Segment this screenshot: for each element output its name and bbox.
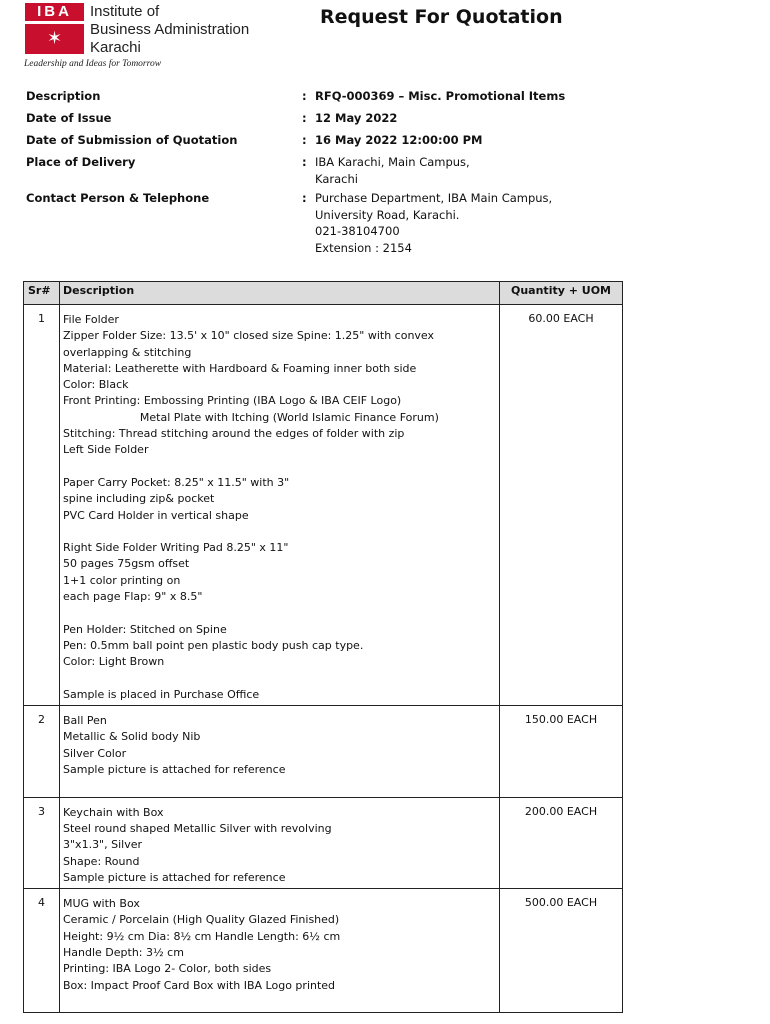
description-line: 50 pages 75gsm offset bbox=[63, 557, 190, 571]
description-line: Pen Holder: Stitched on Spine bbox=[63, 622, 227, 636]
place-of-delivery-label: Place of Delivery bbox=[26, 155, 136, 169]
description-line: Stitching: Thread stitching around the edges of folder with zip bbox=[63, 427, 405, 441]
description-line: Color: Light Brown bbox=[63, 655, 165, 669]
row-quantity: 150.00 EACH bbox=[500, 706, 623, 797]
place-of-delivery-value bbox=[315, 154, 470, 187]
description-line: Handle Depth: 3½ cm bbox=[63, 945, 184, 959]
row-description bbox=[60, 305, 500, 706]
description-line: Steel round shaped Metallic Silver with revolving bbox=[63, 821, 332, 835]
table-header-row bbox=[24, 282, 623, 305]
institute-line: Institute of bbox=[90, 3, 160, 20]
date-of-issue-label: Date of Issue bbox=[26, 111, 112, 125]
description-line: Color: Black bbox=[63, 378, 129, 392]
row-sr-number: 4 bbox=[24, 889, 60, 1013]
colon: : bbox=[302, 133, 307, 147]
description-line: Ceramic / Porcelain (High Quality Glazed Finished) bbox=[63, 913, 340, 927]
contact-phone: 021-38104700 bbox=[315, 224, 400, 238]
row-description bbox=[60, 797, 500, 888]
contact-line: University Road, Karachi. bbox=[315, 207, 460, 222]
contact-extension: Extension : 2154 bbox=[315, 240, 412, 255]
description-line: spine including zip& pocket bbox=[63, 492, 215, 506]
contact-value bbox=[315, 190, 552, 256]
description-line bbox=[63, 524, 496, 540]
description-label: Description bbox=[26, 89, 101, 103]
description-line: Height: 9½ cm Dia: 8½ cm Handle Length: 6½ cm bbox=[63, 929, 341, 943]
row-sr-number: 1 bbox=[24, 305, 60, 706]
description-line: Zipper Folder Size: 13.5' x 10" closed size Spine: 1.25" with convex bbox=[63, 329, 435, 343]
header-quantity: Quantity + UOM bbox=[500, 282, 623, 305]
header-sr: Sr# bbox=[24, 282, 60, 305]
description-line: MUG with Box bbox=[63, 897, 140, 911]
description-line: Paper Carry Pocket: 8.25" x 11.5" with 3" bbox=[63, 475, 290, 489]
description-line bbox=[63, 778, 496, 794]
table-row bbox=[24, 889, 623, 1013]
header-description: Description bbox=[60, 282, 500, 305]
description-line: Sample is placed in Purchase Office bbox=[63, 687, 260, 701]
row-description bbox=[60, 889, 500, 1013]
description-line bbox=[63, 671, 496, 687]
description-line bbox=[63, 605, 496, 621]
items-table bbox=[23, 281, 623, 1013]
description-line: Right Side Folder Writing Pad 8.25" x 11" bbox=[63, 541, 289, 555]
description-line: Ball Pen bbox=[63, 714, 107, 728]
institute-name bbox=[90, 3, 249, 57]
row-quantity: 200.00 EACH bbox=[500, 797, 623, 888]
description-line bbox=[63, 459, 496, 475]
colon: : bbox=[302, 155, 307, 169]
description-line: Keychain with Box bbox=[63, 805, 164, 819]
submission-date-label: Date of Submission of Quotation bbox=[26, 133, 238, 147]
description-line: Silver Color bbox=[63, 746, 127, 760]
contact-line: Purchase Department, IBA Main Campus, bbox=[315, 191, 553, 205]
description-line: Metallic & Solid body Nib bbox=[63, 730, 201, 744]
logo-tagline: Leadership and Ideas for Tomorrow bbox=[24, 59, 162, 69]
description-line: Left Side Folder bbox=[63, 443, 149, 457]
description-line: 3"x1.3", Silver bbox=[63, 838, 143, 852]
description-value: RFQ-000369 – Misc. Promotional Items bbox=[315, 89, 566, 103]
description-line: overlapping & stitching bbox=[63, 345, 192, 359]
logo-emblem-icon: ✶ bbox=[25, 24, 84, 54]
description-line bbox=[63, 994, 496, 1010]
description-line: each page Flap: 9" x 8.5" bbox=[63, 590, 203, 604]
table-body bbox=[24, 305, 623, 1013]
table-row bbox=[24, 797, 623, 888]
description-line: Material: Leatherette with Hardboard & Foaming inner both side bbox=[63, 361, 417, 375]
address-line: IBA Karachi, Main Campus, bbox=[315, 155, 470, 169]
institute-line: Karachi bbox=[90, 39, 141, 56]
description-line: Box: Impact Proof Card Box with IBA Logo printed bbox=[63, 978, 336, 992]
description-line: Printing: IBA Logo 2- Color, both sides bbox=[63, 962, 272, 976]
document-title: Request For Quotation bbox=[320, 6, 563, 28]
description-line: 1+1 color printing on bbox=[63, 573, 181, 587]
logo-wordmark: IBA bbox=[25, 3, 84, 21]
description-line: PVC Card Holder in vertical shape bbox=[63, 508, 249, 522]
description-line: Sample picture is attached for reference bbox=[63, 870, 286, 884]
contact-label: Contact Person & Telephone bbox=[26, 191, 210, 205]
description-line: Pen: 0.5mm ball point pen plastic body push cap type. bbox=[63, 638, 364, 652]
table-row bbox=[24, 305, 623, 706]
row-quantity: 60.00 EACH bbox=[500, 305, 623, 706]
colon: : bbox=[302, 191, 307, 205]
description-line: Shape: Round bbox=[63, 854, 140, 868]
row-sr-number: 2 bbox=[24, 706, 60, 797]
submission-date-value: 16 May 2022 12:00:00 PM bbox=[315, 133, 483, 147]
row-description bbox=[60, 706, 500, 797]
date-of-issue-value: 12 May 2022 bbox=[315, 111, 398, 125]
description-line: Front Printing: Embossing Printing (IBA Logo & IBA CEIF Logo) bbox=[63, 394, 402, 408]
address-line: Karachi bbox=[315, 171, 358, 186]
description-line: File Folder bbox=[63, 313, 119, 326]
row-quantity: 500.00 EACH bbox=[500, 889, 623, 1013]
colon: : bbox=[302, 89, 307, 103]
row-sr-number: 3 bbox=[24, 797, 60, 888]
table-row bbox=[24, 706, 623, 797]
institute-line: Business Administration bbox=[90, 21, 250, 38]
description-line: Sample picture is attached for reference bbox=[63, 763, 286, 777]
description-line: Metal Plate with Itching (World Islamic Finance Forum) bbox=[63, 410, 439, 424]
colon: : bbox=[302, 111, 307, 125]
